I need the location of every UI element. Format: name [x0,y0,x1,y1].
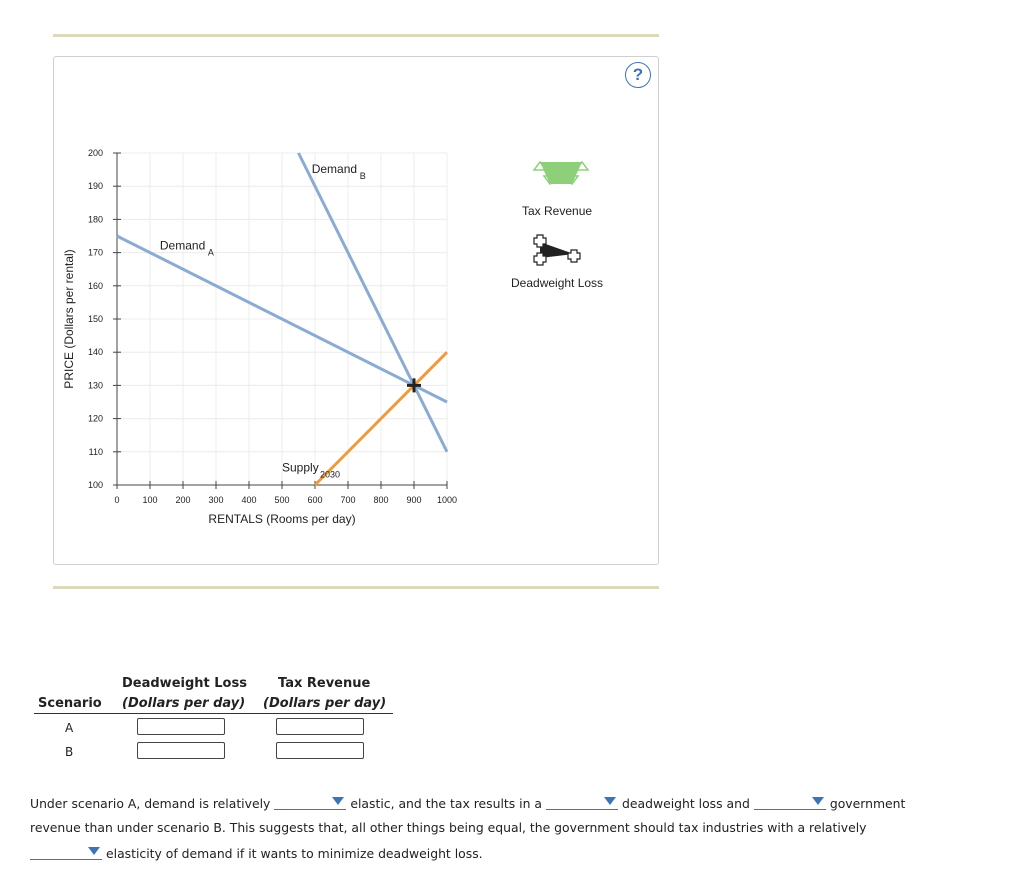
x-tick-label: 900 [406,495,422,505]
dwl-unit: (Dollars per day) [122,696,246,711]
x-tick-label: 200 [175,495,191,505]
question-text: government [829,796,906,811]
y-tick-label: 100 [87,480,103,490]
x-tick-label: 500 [274,495,290,505]
x-axis-label: RENTALS (Rooms per day) [208,512,356,526]
dwl-size-dropdown[interactable] [546,795,618,810]
dropdown-arrow-icon [604,797,616,805]
tr-unit: (Dollars per day) [263,696,387,711]
question-line-3 [30,845,483,861]
plus-handle-icon [568,250,580,262]
dropdown-arrow-icon [88,847,100,855]
x-tick-label: 700 [340,495,356,505]
question-line-1 [30,795,905,811]
revenue-size-dropdown[interactable] [754,795,826,810]
y-tick-label: 140 [87,347,103,358]
question-text: deadweight loss and [622,796,750,811]
y-tick-label: 150 [87,314,103,324]
dwl-input-b[interactable] [137,742,225,759]
label-demand-a: Demand [159,238,206,253]
x-tick-label: 100 [142,495,158,505]
x-tick-label: 400 [241,495,257,505]
label-demand-a-subscript: A [207,247,214,258]
question-text: elastic, and the tax results in a [350,796,542,811]
bottom-divider [53,586,659,589]
tax-revenue-shape [540,162,582,184]
row-label-a: A [65,721,74,735]
question-text: elasticity of demand if it wants to minimize deadweight loss. [106,846,483,861]
tr-input-a[interactable] [276,718,364,735]
label-supply-2030-subscript: 2030 [320,469,341,480]
label-demand-b-subscript: B [359,170,366,181]
y-tick-label: 170 [87,247,103,258]
tr-header: Tax Revenue [278,676,371,691]
y-tick-label: 200 [87,148,103,158]
y-tick-label: 190 [87,181,103,192]
y-tick-label: 110 [88,446,103,457]
row-label-b: B [65,745,74,759]
y-tick-label: 160 [87,280,103,291]
x-tick-label: 600 [307,495,323,505]
help-icon[interactable]: ? [625,62,651,88]
x-tick-label: 0 [114,495,120,505]
tax-revenue-legend-label: Tax Revenue [522,204,593,218]
x-tick-label: 1000 [436,495,458,505]
label-supply-2030: Supply [282,460,319,475]
y-tick-label: 180 [87,214,103,225]
line-demand-b [299,153,448,452]
dwl-header: Deadweight Loss [122,676,247,691]
y-axis-label: PRICE (Dollars per rental) [62,249,76,389]
y-tick-label: 120 [87,413,103,424]
elasticity-dropdown-tax[interactable] [30,845,102,860]
deadweight-loss-legend-label: Deadweight Loss [511,276,604,290]
question-text: Under scenario A, demand is relatively [30,796,271,811]
elasticity-dropdown-a[interactable] [274,795,346,810]
dwl-input-a[interactable] [137,718,225,735]
dropdown-arrow-icon [332,797,344,805]
x-tick-label: 300 [208,495,224,505]
deadweight-loss-legend-icon[interactable] [534,235,580,265]
x-tick-label: 800 [373,495,389,505]
tr-input-b[interactable] [276,742,364,759]
dropdown-arrow-icon [812,797,824,805]
question-line-2: revenue than under scenario B. This suggests that, all other things being equal, the government should tax industries with a relatively [30,820,867,835]
y-tick-label: 130 [87,380,103,391]
table-header-divider [34,713,393,714]
tax-revenue-legend-icon[interactable] [534,162,588,184]
label-demand-b: Demand [311,161,358,176]
scenario-header: Scenario [38,696,102,711]
